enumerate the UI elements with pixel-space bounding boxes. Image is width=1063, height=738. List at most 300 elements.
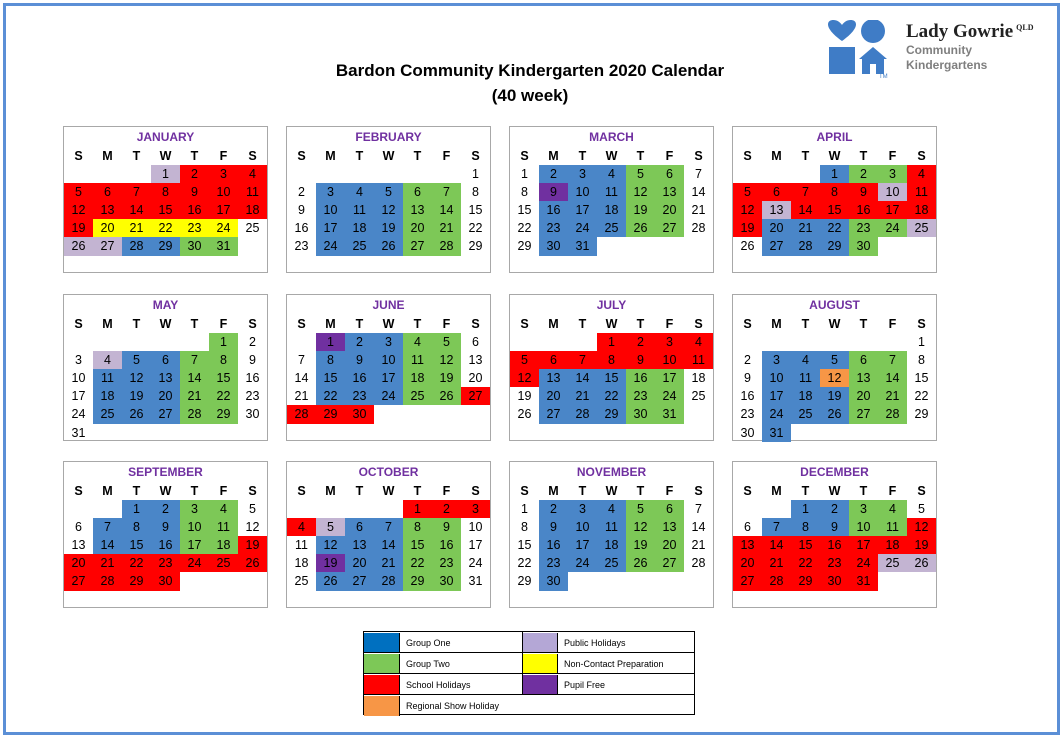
weekday-header: M	[548, 149, 559, 163]
day-cell: 7	[878, 351, 907, 369]
day-cell: 25	[345, 237, 374, 255]
empty-cell	[849, 424, 878, 442]
month-name: APRIL	[816, 130, 853, 144]
legend-item-pupil-free	[522, 674, 605, 695]
empty-cell	[461, 405, 490, 423]
week-row	[733, 572, 936, 590]
week-row	[64, 165, 267, 183]
day-cell: 4	[597, 165, 626, 183]
weekday-header: F	[665, 317, 674, 331]
day-cell: 16	[539, 536, 568, 554]
empty-cell	[907, 572, 936, 590]
day-cell: 31	[71, 425, 86, 440]
day-cell: 14	[568, 369, 597, 387]
day-cell: 24	[568, 219, 597, 237]
day-cell: 7	[695, 167, 702, 182]
empty-cell	[180, 572, 209, 590]
day-cell: 21	[791, 219, 820, 237]
weekday-header: S	[74, 317, 83, 331]
day-cell: 14	[691, 185, 706, 200]
week-row	[510, 237, 713, 255]
day-cell: 14	[791, 201, 820, 219]
weekday-header-row	[64, 482, 267, 500]
day-cell: 19	[626, 536, 655, 554]
day-cell: 7	[568, 351, 597, 369]
day-cell: 18	[294, 556, 309, 571]
day-cell: 15	[316, 369, 345, 387]
day-cell: 24	[71, 407, 86, 422]
day-cell: 15	[468, 203, 483, 218]
day-cell: 2	[539, 165, 568, 183]
week-row	[64, 536, 267, 554]
day-cell: 21	[878, 387, 907, 405]
day-cell: 25	[403, 387, 432, 405]
week-row	[510, 219, 713, 237]
day-cell: 9	[298, 203, 305, 218]
empty-cell	[374, 405, 403, 423]
day-cell: 7	[432, 183, 461, 201]
empty-cell	[64, 500, 93, 518]
day-cell: 20	[403, 219, 432, 237]
day-cell: 12	[374, 201, 403, 219]
day-cell: 7	[791, 183, 820, 201]
weekday-header: F	[665, 149, 674, 163]
day-cell: 2	[180, 165, 209, 183]
day-cell: 23	[849, 219, 878, 237]
weekday-header: F	[888, 317, 897, 331]
weekday-header: S	[74, 149, 83, 163]
legend-swatch	[364, 633, 400, 653]
week-row	[64, 351, 267, 369]
weekday-header: T	[859, 317, 868, 331]
weekday-header: T	[190, 317, 199, 331]
weekday-header: S	[743, 484, 752, 498]
day-cell: 12	[820, 369, 849, 387]
day-cell: 27	[403, 237, 432, 255]
day-cell: 4	[287, 518, 316, 536]
day-cell: 17	[468, 538, 483, 553]
month-august	[732, 294, 937, 441]
empty-cell	[238, 424, 267, 442]
empty-cell	[93, 500, 122, 518]
week-row	[287, 405, 490, 423]
day-cell: 8	[316, 351, 345, 369]
day-cell: 8	[472, 185, 479, 200]
day-cell: 23	[245, 389, 260, 404]
empty-cell	[287, 165, 316, 183]
day-cell: 12	[432, 351, 461, 369]
day-cell: 6	[744, 520, 751, 535]
weekday-header-row	[733, 147, 936, 165]
day-cell: 2	[432, 500, 461, 518]
week-row	[510, 554, 713, 572]
week-row	[510, 333, 713, 351]
weekday-header: F	[888, 149, 897, 163]
weekday-header: W	[159, 149, 172, 163]
legend-label: Group One	[406, 637, 451, 648]
day-cell: 18	[791, 387, 820, 405]
day-cell: 5	[510, 351, 539, 369]
day-cell: 5	[733, 183, 762, 201]
month-july	[509, 294, 714, 441]
day-cell: 19	[517, 389, 532, 404]
day-cell: 15	[791, 536, 820, 554]
day-cell: 28	[287, 405, 316, 423]
week-row	[733, 369, 936, 387]
weekday-header: T	[801, 149, 810, 163]
weekday-header: T	[578, 317, 587, 331]
week-row	[64, 518, 267, 536]
day-cell: 26	[907, 554, 936, 572]
day-cell: 13	[733, 536, 762, 554]
day-cell: 14	[691, 520, 706, 535]
day-cell: 10	[468, 520, 483, 535]
day-cell: 18	[878, 536, 907, 554]
day-cell: 2	[744, 353, 751, 368]
weekday-header: S	[743, 317, 752, 331]
empty-cell	[820, 424, 849, 442]
day-cell: 23	[345, 387, 374, 405]
day-cell: 30	[849, 237, 878, 255]
day-cell: 13	[762, 201, 791, 219]
day-cell: 20	[64, 554, 93, 572]
empty-cell	[762, 333, 791, 351]
weekday-header: T	[578, 149, 587, 163]
empty-cell	[655, 237, 684, 255]
day-cell: 1	[403, 500, 432, 518]
day-cell: 22	[468, 221, 483, 236]
day-cell: 23	[180, 219, 209, 237]
empty-cell	[733, 165, 762, 183]
empty-cell	[510, 333, 539, 351]
empty-cell	[733, 333, 762, 351]
weekday-header: M	[102, 484, 113, 498]
day-cell: 20	[762, 219, 791, 237]
day-cell: 19	[238, 536, 267, 554]
day-cell: 22	[597, 387, 626, 405]
day-cell: 25	[907, 219, 936, 237]
weekday-header: T	[132, 149, 141, 163]
day-cell: 7	[122, 183, 151, 201]
weekday-header-row	[733, 482, 936, 500]
day-cell: 30	[539, 572, 568, 590]
day-cell: 2	[820, 500, 849, 518]
day-cell: 6	[655, 165, 684, 183]
weekday-header: M	[325, 149, 336, 163]
week-row	[733, 219, 936, 237]
legend-label: School Holidays	[406, 679, 471, 690]
empty-cell	[878, 333, 907, 351]
day-cell: 12	[907, 518, 936, 536]
day-cell: 17	[374, 369, 403, 387]
day-cell: 4	[597, 500, 626, 518]
day-cell: 24	[849, 554, 878, 572]
day-cell: 20	[345, 554, 374, 572]
day-cell: 16	[180, 201, 209, 219]
weekday-header: F	[442, 317, 451, 331]
empty-cell	[733, 500, 762, 518]
day-cell: 7	[374, 518, 403, 536]
week-row	[287, 165, 490, 183]
weekday-header: T	[413, 484, 422, 498]
weekday-header: M	[548, 317, 559, 331]
weekday-header-row	[64, 147, 267, 165]
day-cell: 13	[403, 201, 432, 219]
day-cell: 16	[740, 389, 755, 404]
day-cell: 20	[733, 554, 762, 572]
empty-cell	[238, 572, 267, 590]
day-cell: 22	[122, 554, 151, 572]
weekday-header: S	[917, 484, 926, 498]
day-cell: 13	[468, 353, 483, 368]
weekday-header: M	[102, 317, 113, 331]
day-cell: 7	[762, 518, 791, 536]
empty-cell	[791, 424, 820, 442]
week-row	[64, 387, 267, 405]
day-cell: 14	[878, 369, 907, 387]
day-cell: 9	[180, 183, 209, 201]
day-cell: 22	[517, 221, 532, 236]
day-cell: 28	[180, 405, 209, 423]
legend-item-regional-show-holiday	[364, 695, 499, 716]
day-cell: 16	[294, 221, 309, 236]
month-name: FEBRUARY	[355, 130, 422, 144]
day-cell: 22	[820, 219, 849, 237]
month-name: JULY	[596, 298, 627, 312]
week-row	[733, 387, 936, 405]
month-january	[63, 126, 268, 273]
day-cell: 23	[539, 554, 568, 572]
day-cell: 9	[432, 518, 461, 536]
day-cell: 23	[626, 387, 655, 405]
week-row	[287, 369, 490, 387]
day-cell: 26	[626, 554, 655, 572]
day-cell: 3	[762, 351, 791, 369]
day-cell: 3	[461, 500, 490, 518]
day-cell: 14	[432, 201, 461, 219]
day-cell: 2	[626, 333, 655, 351]
empty-cell	[539, 333, 568, 351]
day-cell: 16	[539, 201, 568, 219]
day-cell: 11	[403, 351, 432, 369]
week-row	[510, 387, 713, 405]
day-cell: 10	[568, 183, 597, 201]
day-cell: 17	[568, 201, 597, 219]
day-cell: 24	[568, 554, 597, 572]
day-cell: 23	[151, 554, 180, 572]
day-cell: 9	[539, 518, 568, 536]
weekday-header: F	[665, 484, 674, 498]
day-cell: 20	[151, 387, 180, 405]
empty-cell	[374, 165, 403, 183]
day-cell: 10	[762, 369, 791, 387]
week-row	[287, 333, 490, 351]
empty-cell	[93, 424, 122, 442]
day-cell: 6	[762, 183, 791, 201]
week-row	[733, 237, 936, 255]
weekday-header: W	[159, 484, 172, 498]
day-cell: 1	[791, 500, 820, 518]
day-cell: 8	[791, 518, 820, 536]
day-cell: 24	[209, 219, 238, 237]
weekday-header: W	[828, 484, 841, 498]
empty-cell	[403, 165, 432, 183]
weekday-header: T	[355, 149, 364, 163]
day-cell: 29	[914, 407, 929, 422]
day-cell: 30	[740, 425, 755, 440]
month-march	[509, 126, 714, 273]
weekday-header: S	[471, 149, 480, 163]
day-cell: 13	[345, 536, 374, 554]
page-subtitle: (40 week)	[491, 86, 569, 105]
day-cell: 21	[180, 387, 209, 405]
day-cell: 11	[684, 351, 713, 369]
day-cell: 1	[597, 333, 626, 351]
day-cell: 26	[64, 237, 93, 255]
day-cell: 28	[374, 572, 403, 590]
day-cell: 9	[151, 518, 180, 536]
day-cell: 2	[249, 335, 256, 350]
day-cell: 1	[521, 167, 528, 182]
empty-cell	[878, 572, 907, 590]
day-cell: 17	[849, 536, 878, 554]
day-cell: 12	[245, 520, 260, 535]
week-row	[510, 201, 713, 219]
day-cell: 12	[122, 369, 151, 387]
day-cell: 17	[878, 201, 907, 219]
empty-cell	[432, 405, 461, 423]
day-cell: 1	[122, 500, 151, 518]
day-cell: 28	[568, 405, 597, 423]
day-cell: 10	[849, 518, 878, 536]
week-row	[733, 351, 936, 369]
day-cell: 29	[316, 405, 345, 423]
empty-cell	[597, 237, 626, 255]
day-cell: 26	[238, 554, 267, 572]
week-row	[64, 572, 267, 590]
week-row	[64, 500, 267, 518]
empty-cell	[209, 424, 238, 442]
day-cell: 3	[849, 500, 878, 518]
day-cell: 21	[432, 219, 461, 237]
weekday-header: T	[859, 484, 868, 498]
day-cell: 20	[849, 387, 878, 405]
empty-cell	[791, 165, 820, 183]
week-row	[287, 518, 490, 536]
day-cell: 16	[849, 201, 878, 219]
weekday-header: T	[636, 149, 645, 163]
week-row	[287, 554, 490, 572]
week-row	[510, 518, 713, 536]
day-cell: 27	[655, 219, 684, 237]
week-row	[287, 183, 490, 201]
day-cell: 17	[568, 536, 597, 554]
day-cell: 10	[71, 371, 86, 386]
day-cell: 5	[626, 165, 655, 183]
day-cell: 13	[655, 183, 684, 201]
day-cell: 18	[691, 371, 706, 386]
day-cell: 10	[655, 351, 684, 369]
week-row	[64, 424, 267, 442]
day-cell: 10	[568, 518, 597, 536]
weekday-header: W	[382, 149, 395, 163]
day-cell: 16	[820, 536, 849, 554]
day-cell: 15	[151, 201, 180, 219]
day-cell: 17	[209, 201, 238, 219]
day-cell: 9	[820, 518, 849, 536]
day-cell: 31	[568, 237, 597, 255]
day-cell: 15	[517, 538, 532, 553]
weekday-header: T	[801, 317, 810, 331]
day-cell: 25	[791, 405, 820, 423]
weekday-header: T	[859, 149, 868, 163]
day-cell: 19	[432, 369, 461, 387]
day-cell: 4	[684, 333, 713, 351]
weekday-header: W	[605, 149, 618, 163]
empty-cell	[820, 333, 849, 351]
day-cell: 22	[403, 554, 432, 572]
legend-divider	[364, 694, 694, 695]
day-cell: 13	[849, 369, 878, 387]
page-title: Bardon Community Kindergarten 2020 Calendar	[335, 61, 725, 80]
day-cell: 28	[122, 237, 151, 255]
day-cell: 15	[517, 203, 532, 218]
day-cell: 6	[849, 351, 878, 369]
week-row	[287, 387, 490, 405]
day-cell: 8	[209, 351, 238, 369]
weekday-header: S	[743, 149, 752, 163]
day-cell: 6	[472, 335, 479, 350]
empty-cell	[93, 333, 122, 351]
day-cell: 13	[93, 201, 122, 219]
day-cell: 22	[209, 387, 238, 405]
day-cell: 4	[93, 351, 122, 369]
day-cell: 1	[472, 167, 479, 182]
day-cell: 5	[432, 333, 461, 351]
weekday-header-row	[510, 147, 713, 165]
legend-swatch	[364, 696, 400, 716]
month-may	[63, 294, 268, 441]
day-cell: 27	[151, 405, 180, 423]
day-cell: 18	[907, 201, 936, 219]
day-cell: 16	[626, 369, 655, 387]
legend-label: Non-Contact Preparation	[564, 658, 664, 669]
day-cell: 4	[403, 333, 432, 351]
empty-cell	[791, 333, 820, 351]
legend-item-group-one	[364, 632, 451, 653]
week-row	[64, 201, 267, 219]
day-cell: 8	[403, 518, 432, 536]
day-cell: 26	[626, 219, 655, 237]
month-december	[732, 461, 937, 608]
day-cell: 17	[316, 219, 345, 237]
empty-cell	[432, 165, 461, 183]
day-cell: 23	[539, 219, 568, 237]
weekday-header: S	[520, 484, 529, 498]
day-cell: 30	[432, 572, 461, 590]
week-row	[64, 405, 267, 423]
day-cell: 5	[820, 351, 849, 369]
month-name: SEPTEMBER	[128, 465, 203, 479]
day-cell: 28	[93, 572, 122, 590]
week-row	[510, 369, 713, 387]
week-row	[287, 237, 490, 255]
day-cell: 28	[691, 556, 706, 571]
weekday-header: M	[102, 149, 113, 163]
day-cell: 20	[93, 219, 122, 237]
day-cell: 11	[345, 201, 374, 219]
week-row	[287, 536, 490, 554]
